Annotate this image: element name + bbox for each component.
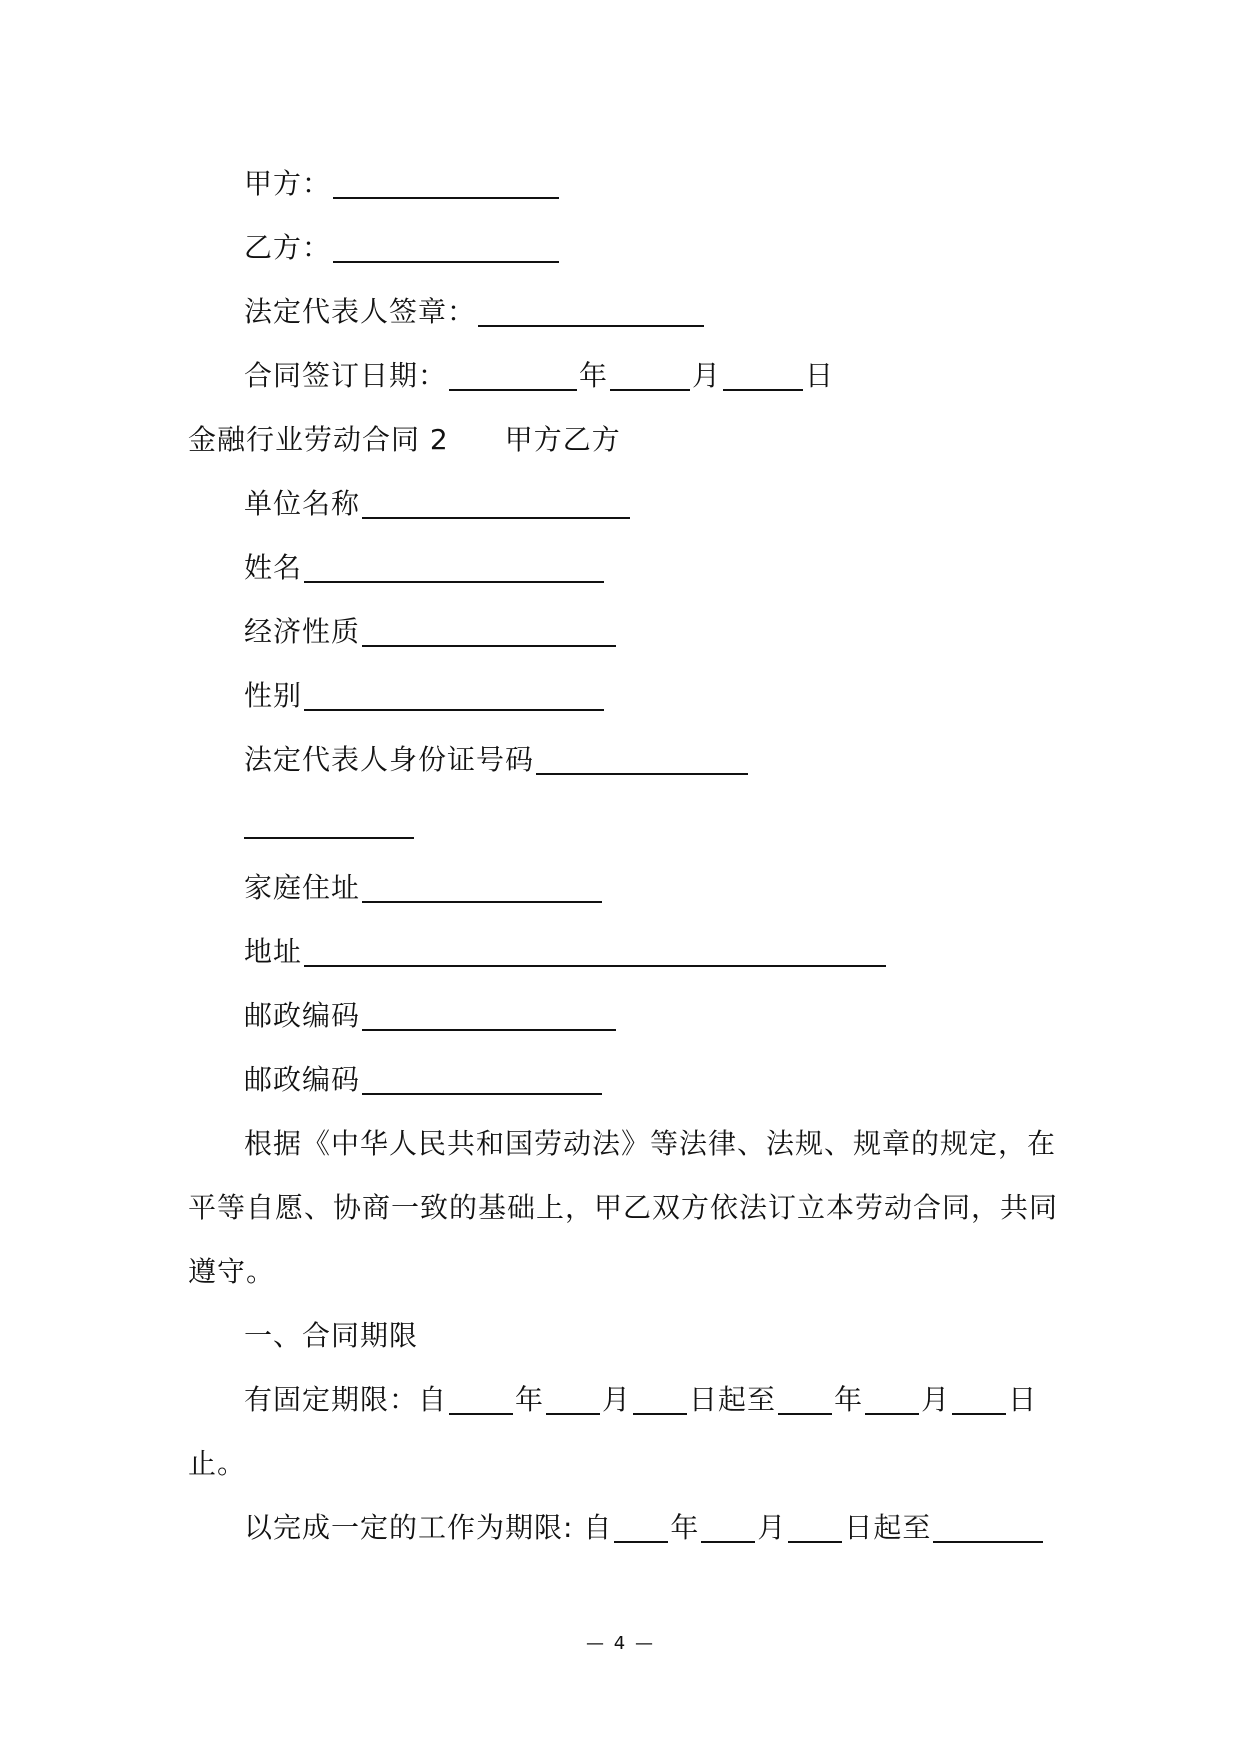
sign-year-label: 年 bbox=[579, 359, 609, 392]
economic-nature-blank[interactable] bbox=[362, 617, 616, 647]
legal-rep-id-blank[interactable] bbox=[536, 745, 748, 775]
sign-year-blank[interactable] bbox=[449, 361, 577, 391]
parties-heading: 甲方乙方 bbox=[504, 423, 621, 456]
task-term-label: 以完成一定的工作为期限: 自 bbox=[244, 1511, 613, 1544]
name-blank[interactable] bbox=[304, 553, 604, 583]
address-label: 地址 bbox=[244, 935, 303, 968]
name-label: 姓名 bbox=[244, 551, 303, 584]
fixed-term-label: 有固定期限：自 bbox=[244, 1383, 448, 1416]
address-line bbox=[244, 932, 888, 972]
legal-rep-id-line bbox=[244, 740, 750, 780]
fixed-term-end: 止。 bbox=[188, 1447, 247, 1480]
economic-nature-line bbox=[244, 612, 618, 652]
task-from-day-blank[interactable] bbox=[788, 1513, 842, 1543]
gender-blank[interactable] bbox=[304, 681, 604, 711]
legal-rep-seal-label: 法定代表人签章： bbox=[244, 295, 477, 328]
postal-code-label-1: 邮政编码 bbox=[244, 999, 361, 1032]
preamble-line-1: 根据《中华人民共和国劳动法》等法律、法规、规章的规定，在 bbox=[244, 1127, 1057, 1160]
fixed-to-month-label: 月 bbox=[921, 1383, 951, 1416]
sign-month-blank[interactable] bbox=[610, 361, 690, 391]
legal-rep-id-label: 法定代表人身份证号码 bbox=[244, 743, 535, 776]
address-blank[interactable] bbox=[304, 937, 886, 967]
task-from-month-label: 月 bbox=[757, 1511, 787, 1544]
gender-line bbox=[244, 676, 606, 716]
sign-day-label: 日 bbox=[805, 359, 835, 392]
contract-title: 金融行业劳动合同 2 bbox=[188, 423, 449, 456]
task-from-year-label: 年 bbox=[670, 1511, 700, 1544]
party-a-line bbox=[244, 164, 561, 204]
name-line bbox=[244, 548, 606, 588]
home-address-blank[interactable] bbox=[362, 873, 602, 903]
sign-month-label: 月 bbox=[692, 359, 722, 392]
party-a-label: 甲方： bbox=[244, 167, 332, 200]
fixed-to-year-label: 年 bbox=[834, 1383, 864, 1416]
legal-rep-id-blank-2[interactable] bbox=[244, 809, 414, 839]
fixed-to-day-blank[interactable] bbox=[952, 1385, 1006, 1415]
fixed-to-month-blank[interactable] bbox=[865, 1385, 919, 1415]
page-number: — 4 — bbox=[586, 1633, 655, 1654]
preamble-line-3: 遵守。 bbox=[188, 1255, 276, 1288]
postal-code-blank-2[interactable] bbox=[362, 1065, 602, 1095]
task-from-day-label: 日起至 bbox=[844, 1511, 932, 1544]
sign-date-line bbox=[244, 356, 834, 396]
fixed-to-day-label: 日 bbox=[1008, 1383, 1038, 1416]
fixed-from-year-label: 年 bbox=[515, 1383, 545, 1416]
postal-code-line-1 bbox=[244, 996, 618, 1036]
section1-heading: 一、合同期限 bbox=[244, 1319, 419, 1352]
home-address-label: 家庭住址 bbox=[244, 871, 361, 904]
postal-code-label-2: 邮政编码 bbox=[244, 1063, 361, 1096]
contract-title-line bbox=[188, 420, 621, 460]
unit-name-line bbox=[244, 484, 632, 524]
sign-date-label: 合同签订日期： bbox=[244, 359, 448, 392]
home-address-line bbox=[244, 868, 604, 908]
fixed-term-line bbox=[244, 1380, 1037, 1420]
party-b-line bbox=[244, 228, 561, 268]
task-to-blank[interactable] bbox=[933, 1513, 1043, 1543]
task-from-month-blank[interactable] bbox=[701, 1513, 755, 1543]
legal-rep-seal-line bbox=[244, 292, 706, 332]
gender-label: 性别 bbox=[244, 679, 303, 712]
task-term-line bbox=[244, 1508, 1045, 1548]
fixed-from-day-label: 日起至 bbox=[689, 1383, 777, 1416]
task-from-year-blank[interactable] bbox=[614, 1513, 668, 1543]
unit-name-label: 单位名称 bbox=[244, 487, 361, 520]
party-b-label: 乙方： bbox=[244, 231, 332, 264]
fixed-from-month-label: 月 bbox=[602, 1383, 632, 1416]
fixed-from-year-blank[interactable] bbox=[449, 1385, 513, 1415]
legal-rep-id-continuation bbox=[244, 804, 416, 844]
economic-nature-label: 经济性质 bbox=[244, 615, 361, 648]
party-a-blank[interactable] bbox=[333, 169, 559, 199]
postal-code-blank-1[interactable] bbox=[362, 1001, 616, 1031]
fixed-from-month-blank[interactable] bbox=[546, 1385, 600, 1415]
unit-name-blank[interactable] bbox=[362, 489, 630, 519]
fixed-to-year-blank[interactable] bbox=[778, 1385, 832, 1415]
legal-rep-seal-blank[interactable] bbox=[478, 297, 704, 327]
fixed-from-day-blank[interactable] bbox=[633, 1385, 687, 1415]
preamble-line-2: 平等自愿、协商一致的基础上，甲乙双方依法订立本劳动合同，共同 bbox=[188, 1191, 1059, 1224]
postal-code-line-2 bbox=[244, 1060, 604, 1100]
sign-day-blank[interactable] bbox=[723, 361, 803, 391]
party-b-blank[interactable] bbox=[333, 233, 559, 263]
